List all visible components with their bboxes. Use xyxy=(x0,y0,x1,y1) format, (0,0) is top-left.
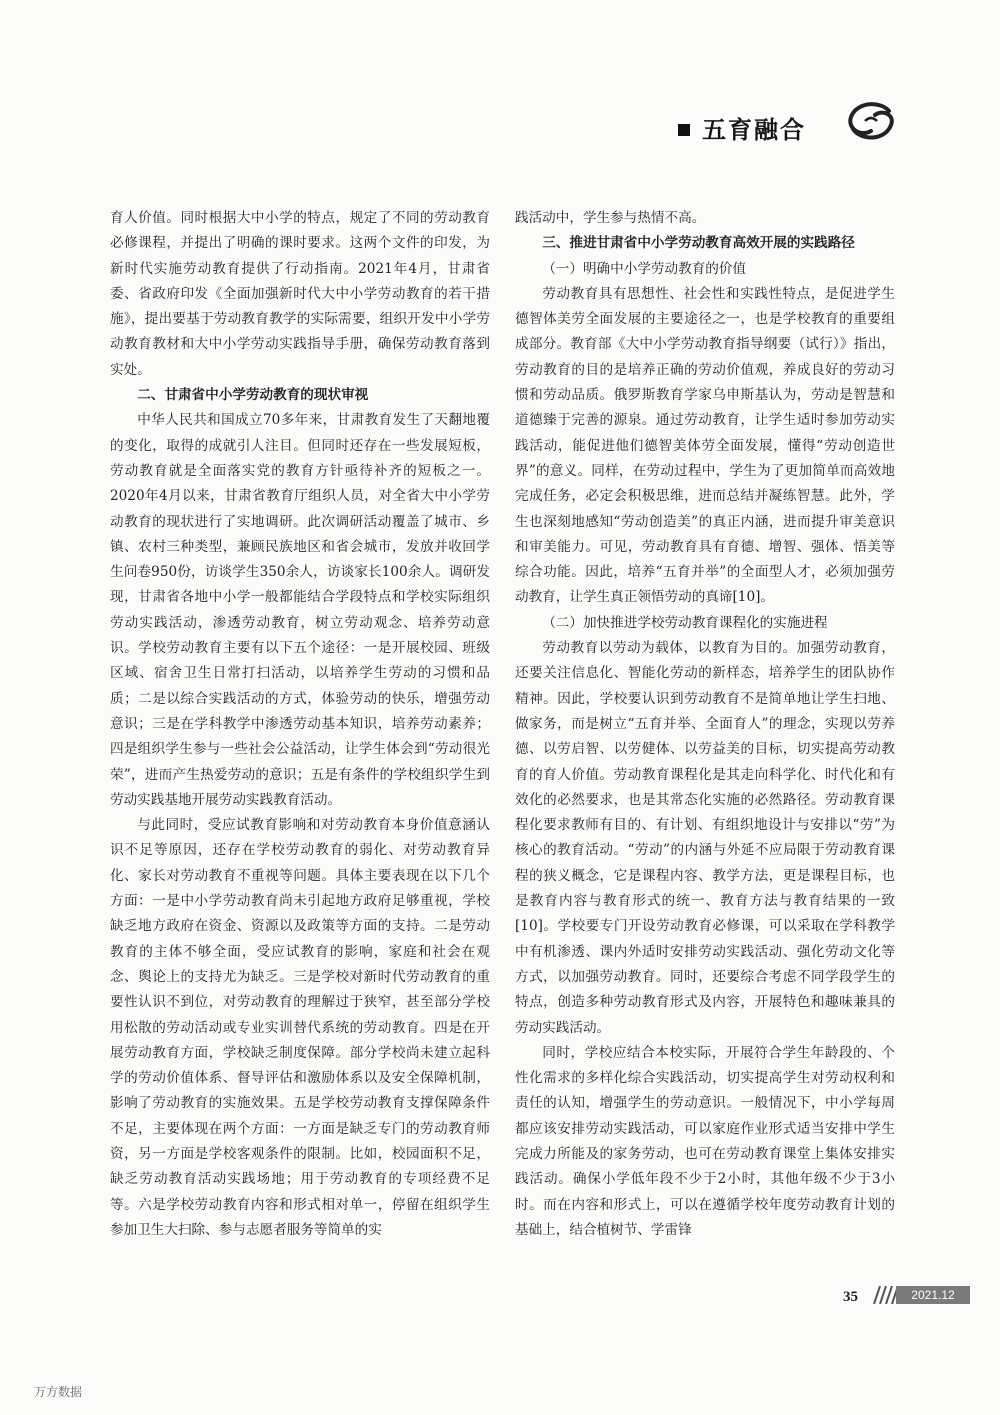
watermark: 万方数据 xyxy=(34,1385,83,1399)
paragraph: 同时，学校应结合本校实际，开展符合学生年龄段的、个性化需求的多样化综合实践活动，切实提高学生对劳动权利和责任的认知，增强学生的劳动意识。一般情况下，中小学每周都应该安排劳动实践活动，可以家庭作业形式适当安排中学生完成力所能及的家务劳动，也可在劳动教育课堂上集体安排实践活动。确保小学低年段不少于2小时，其他年级不少于3小时。而在内容和形式上，可以在遵循学校年度劳动教育计划的基础上，结合植树节、学雷锋 xyxy=(515,1044,895,1238)
paragraph: 育人价值。同时根据大中小学的特点，规定了不同的劳动教育必修课程，并提出了明确的课时要求。这两个文件的印发，为新时代实施劳动教育提供了行动指南。2021年4月，甘肃省委、省政府印发《全面加强新时代大中小学劳动教育的若干措施》，提出要基于劳动教育教学的实际需要，组织开发中小学劳动教育教材和大中小学劳动实践指导手册，确保劳动教育落到实处。 xyxy=(110,210,490,378)
diagonal-stripes-icon xyxy=(870,1286,896,1304)
paragraph: 劳动教育以劳动为载体，以教育为目的。加强劳动教育，还要关注信息化、智能化劳动的新样态，培养学生的团队协作精神。因此，学校要认识到劳动教育不是简单地让学生扫地、做家务，而是树立“五育并举、全面育人”的理念，实现以劳养德、以劳启智、以劳健体、以劳益美的目标，切实提高劳动教育的育人价值。劳动教育课程化是其走向科学化、时代化和有效化的必然要求，也是其常态化实施的必然路径。劳动教育课程化要求教师有目的、有计划、有组织地设计与安排以“劳”为核心的教育活动。“劳动”的内涵与外延不应局限于劳动教育课程的狭义概念，它是课程内容、教学方法，更是课程目标，也是教育内容与教育形式的统一、教育方法与教育结果的一致[10]。学校要专门开设劳动教育必修课，可以采取在学科教学中有机渗透、课内外适时安排劳动实践活动、强化劳动文化等方式，以加强劳动教育。同时，还要综合考虑不同学段学生的特点，创造多种劳动教育形式及内容，开展特色和趣味兼具的劳动实践活动。 xyxy=(515,640,895,1036)
section-heading: 三、推进甘肃省中小学劳动教育高效开展的实践路径 xyxy=(542,235,855,252)
page-number: 35 xyxy=(843,1289,858,1305)
swirl-logo-icon xyxy=(845,99,897,143)
right-column xyxy=(515,206,895,1243)
subsection-heading: （二）加快推进学校劳动教育课程化的实施进程 xyxy=(542,614,828,631)
section-heading: 二、甘肃省中小学劳动教育的现状审视 xyxy=(137,387,369,404)
paragraph: 劳动教育具有思想性、社会性和实践性特点，是促进学生德智体美劳全面发展的主要途径之一，也是学校教育的重要组成部分。教育部《大中小学劳动教育指导纲要（试行）》指出，劳动教育的目的是培养正确的劳动价值观，养成良好的劳动习惯和劳动品质。俄罗斯教育学家乌申斯基认为，劳动是智慧和道德臻于完善的源泉。通过劳动教育，让学生适时参加劳动实践活动，能促进他们德智美体劳全面发展，懂得“劳动创造世界”的意义。同样，在劳动过程中，学生为了更加简单而高效地完成任务，必定会积极思维，进而总结并凝练智慧。此外，学生也深刻地感知“劳动创造美”的真正内涵，进而提升审美意识和审美能力。可见，劳动教育具有育德、增智、强体、悟美等综合功能。因此，培养“五育并举”的全面型人才，必须加强劳动教育，让学生真正领悟劳动的真谛[10]。 xyxy=(515,285,895,606)
section-title: 五育融合 xyxy=(702,115,806,144)
paragraph: 中华人民共和国成立70多年来，甘肃教育发生了天翻地覆的变化，取得的成就引人注目。但同时还存在一些发展短板，劳动教育就是全面落实党的教育方针亟待补齐的短板之一。2020年4月以来，甘肃省教育厅组织人员，对全省大中小学劳动教育的现状进行了实地调研。此次调研活动覆盖了城市、乡镇、农村三种类型，兼顾民族地区和省会城市，发放并收回学生问卷950份，访谈学生350余人，访谈家长100余人。调研发现，甘肃省各地中小学一般都能结合学段特点和学校实际组织劳动实践活动，渗透劳动教育，树立劳动观念、培养劳动意识。学校劳动教育主要有以下五个途径：一是开展校园、班级区域、宿舍卫生日常打扫活动，以培养学生劳动的习惯和品质；二是以综合实践活动的方式，体验劳动的快乐，增强劳动意识；三是在学科教学中渗透劳动基本知识，培养劳动素养；四是组织学生参与一些社会公益活动，让学生体会到“劳动很光荣”，进而产生热爱劳动的意识；五是有条件的学校组织学生到劳动实践基地开展劳动实践教育活动。 xyxy=(110,412,490,808)
header-square-bullet-icon xyxy=(678,124,690,136)
subsection-heading: （一）明确中小学劳动教育的价值 xyxy=(542,260,747,277)
paragraph: 践活动中，学生参与热情不高。 xyxy=(515,210,706,226)
paragraph: 与此同时，受应试教育影响和对劳动教育本身价值意涵认识不足等原因，还存在学校劳动教育的弱化、对劳动教育异化、家长对劳动教育不重视等问题。具体主要表现在以下几个方面：一是中小学劳动教育尚未引起地方政府足够重视，学校缺乏地方政府在资金、资源以及政策等方面的支持。二是劳动教育的主体不够全面，受应试教育的影响，家庭和社会在观念、舆论上的支持尤为缺乏。三是学校对新时代劳动教育的重要性认识不到位，对劳动教育的理解过于狭窄，甚至部分学校用松散的劳动活动或专业实训替代系统的劳动教育。四是在开展劳动教育方面，学校缺乏制度保障。部分学校尚未建立起科学的劳动价值体系、督导评估和激励体系以及安全保障机制，影响了劳动教育的实施效果。五是学校劳动教育支撑保障条件不足，主要体现在两个方面：一方面是缺乏专门的劳动教育师资，另一方面是学校客观条件的限制。比如，校园面积不足，缺乏劳动教育活动实践场地；用于劳动教育的专项经费不足等。六是学校劳动教育内容和形式相对单一，停留在组织学生参加卫生大扫除、参与志愿者服务等简单的实 xyxy=(110,817,490,1238)
left-column xyxy=(110,206,490,1243)
issue-date: 2021.12 xyxy=(896,1286,970,1304)
